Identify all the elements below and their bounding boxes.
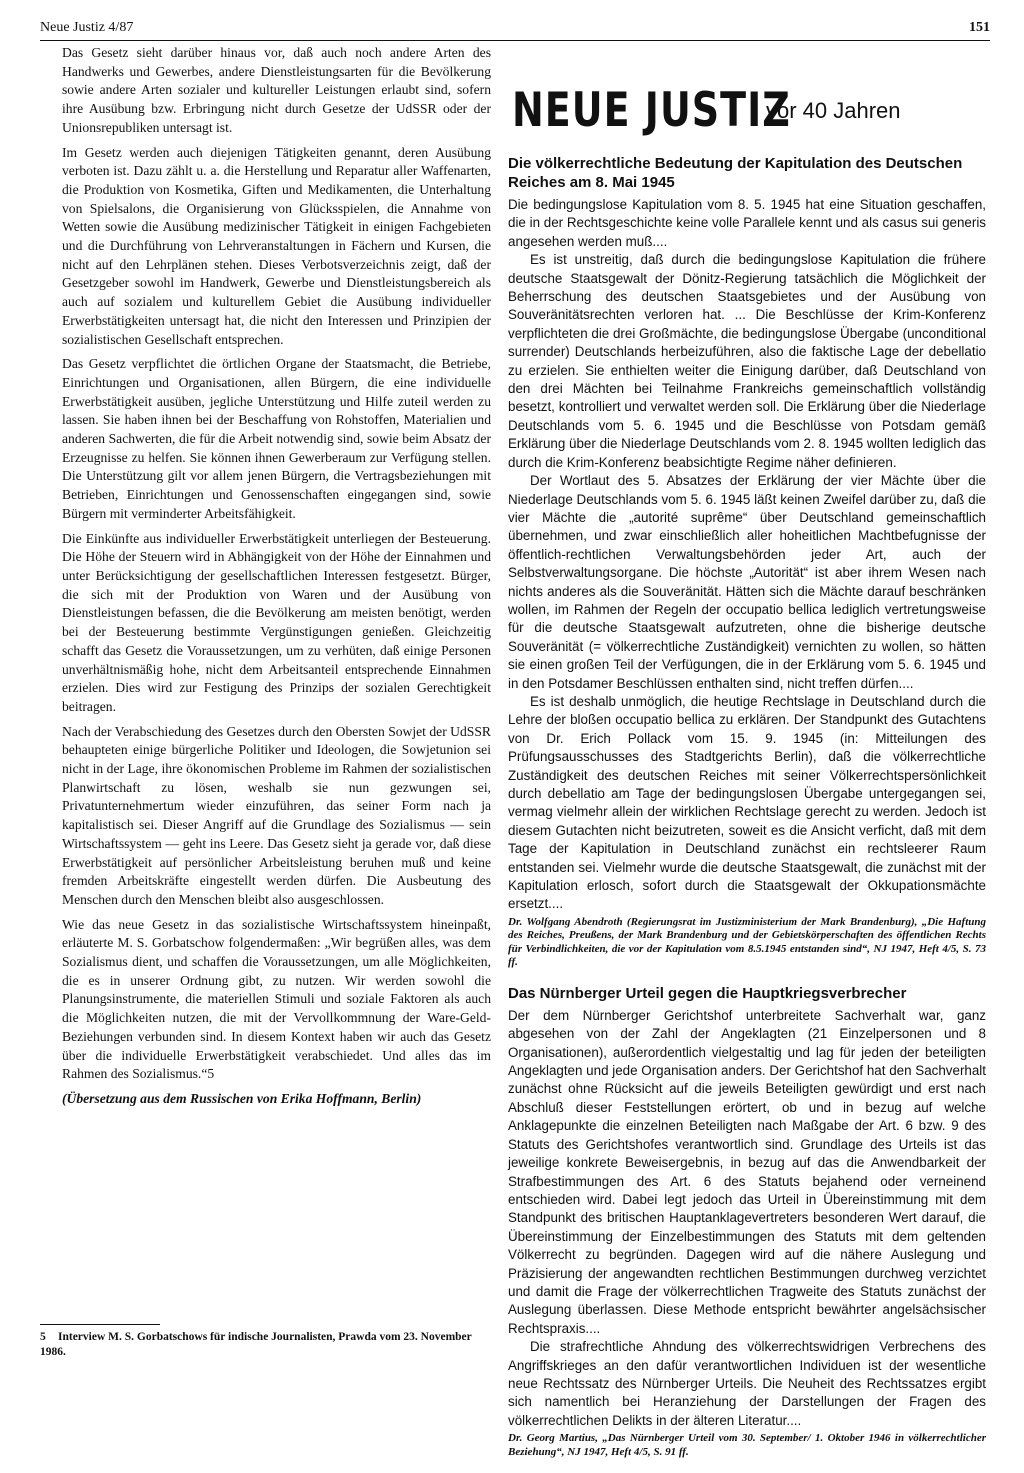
article-title: Das Nürnberger Urteil gegen die Hauptkriegsverbrecher xyxy=(508,984,907,1002)
header-rule xyxy=(40,40,990,41)
footnote-text: Interview M. S. Gorbatschows für indische Journalisten, Prawda vom 23. November 1986. xyxy=(40,1331,472,1358)
article-source: Dr. Georg Martius, „Das Nürnberger Urteil vom 30. September/ 1. Oktober 1946 in völkerrechtlicher Beziehung“, NJ 1947, Heft 4/5, S. 91 ff. xyxy=(508,1432,986,1458)
article-source: Dr. Wolfgang Abendroth (Regierungsrat im Justizministerium der Mark Brandenburg), „Die Haftung des Reiches, Preußens, der Mark Brandenburg und der Gebietskörperschaften des öffentlichen Rechts für Verbindlichkeiten, die vor der Kapitulation vom 8.5.1945 entstanden sind“, NJ 1947, Heft 4/5, S. 73 ff. xyxy=(508,915,986,969)
paragraph: Es ist deshalb unmöglich, die heutige Rechtslage in Deutschland durch die Lehre der bloßen occupatio bellica zu erklären. Der Standpunkt des Gutachtens von Dr. Erich Pollack vom 15. 9. 1945 (in: Mitteilungen des Prüfungsausschusses des Stadtgerichts Berlin), daß die völkerrechtliche Zuständigkeit des deutschen Reiches mit seiner Völkerrechtspersönlichkeit durch debellatio am Tage der bedingungslosen Übergabe untergegangen sei, vermag vielmehr allein der wirklichen Rechtslage gerecht zu werden. Jedoch ist diesem Gutachten nicht beizutreten, soweit es die Ansicht verficht, daß mit dem Tage der Kapitulation in Deutschland zunächst ein rechtsleerer Raum entstanden sei. Vielmehr wurde die deutsche Staatsgewalt, die zunächst mit der Kapitulation erlosch, sofort durch die Staatsgewalt der Okkupationsmächte ersetzt.... xyxy=(508,693,986,912)
masthead-logo: NEUE JUSTIZ xyxy=(512,82,791,137)
journal-issue: Neue Justiz 4/87 xyxy=(40,20,134,35)
article-title: Die völkerrechtliche Bedeutung der Kapitulation des Deutschen Reiches am 8. Mai 1945 xyxy=(508,155,963,191)
paragraph: Das Gesetz verpflichtet die örtlichen Organe der Staatsmacht, die Betriebe, Einrichtungen und Organisationen, allen Bürgern, die eine individuelle Erwerbstätigkeit ausüben, jegliche Unterstützung und Hilfe zuteil werden zu lassen. Sie haben ihnen bei der Beschaffung von Rohstoffen, Materialien und anderen Sachwerten, die für die Arbeit notwendig sind, sowie beim Absatz der Erzeugnisse zu helfen. Sie können ihnen Gewerberaum zur Verfügung stellen. Die Unterstützung gilt vor allem jenen Bürgern, die Vertragsbeziehungen mit Betrieben, Einrichtungen und Genossenschaften eingegangen sind, sowie Bürgern mit verminderter Arbeitsfähigkeit. xyxy=(62,356,491,521)
paragraph: Die bedingungslose Kapitulation vom 8. 5. 1945 hat eine Situation geschaffen, die in der Rechtsgeschichte keine volle Parallele kennt und als casus sui generis angesehen werden muß.... xyxy=(508,197,986,249)
paragraph: Der Wortlaut des 5. Absatzes der Erklärung der vier Mächte über die Niederlage Deutschlands vom 5. 6. 1945 läßt keinen Zweifel darüber zu, daß die vier Mächte die „autorité suprême“ über Deutschland gemeinschaftlich übernehmen, und zwar einschließlich aller hoheitlichen Machtbefugnisse der öffentlich-rechtlichen Verwaltungsbehörden jeder Art, auch der Selbstverwaltungsorgane. Die höchste „Autorität“ ist aber ihrem Wesen nach nichts anderes als die Souveränität. Hätten sich die Mächte darauf beschränken wollen, im Rahmen der Regeln der occupatio bellica lediglich vertretungsweise für die deutsche Staatsgewalt aufzutreten, ohne die bisherige deutsche Souveränität (= völkerrechtliche Zuständigkeit) vernichten zu wollen, so hätten sie einen großen Teil der Verfügungen, die in der Erklärung vom 5. 6. 1945 und in den Potsdamer Beschlüssen enthalten sind, nicht treffen dürfen.... xyxy=(508,473,986,691)
paragraph: Es ist unstreitig, daß durch die bedingungslose Kapitulation die frühere deutsche Staatsgewalt der Dönitz-Regierung tatsächlich die Möglichkeit der Beherrschung des deutschen Staatsgebietes und der Ausübung von Souveränitätsrechten verloren hat. ... Die Beschlüsse der Krim-Konferenz verpflichteten die drei Großmächte, die bedingungslose Übergabe (unconditional surrender) Deutschlands herbeizuführen, also die faktische Lage der debellatio zu erzielen. Sie enthielten weiter die Einigung darüber, daß Deutschland von den drei Mächten bei Teilnahme Frankreichs gemeinschaftlich vollständig besetzt, kontrolliert und verwaltet werden soll. Die Erklärung über die Niederlage Deutschlands vom 5. 6. 1945 und die Beschlüsse von Potsdam gemäß Erklärung über die Niederlage Deutschlands vom 2. 8. 1945 wollten lediglich das durch die Krim-Konferenz beabsichtigte Regime näher definieren. xyxy=(508,252,986,470)
paragraph: Die Einkünfte aus individueller Erwerbstätigkeit unterliegen der Besteuerung. Die Höhe der Steuern wird in Abhängigkeit von der Höhe der Einnahmen und unter Berücksichtigung der gesellschaftlichen Interessen festgesetzt. Bürger, die sich mit der Produktion von Waren und der Ausübung von Dienstleistungen befassen, die die Bevölkerung am meisten benötigt, werden bei der Besteuerung bestimmte Vergünstigungen genießen. Gleichzeitig schafft das Gesetz die Voraussetzungen, um zu verhüten, daß einige Personen unverhältnismäßig hohe, nicht dem Arbeitsanteil entsprechende Einnahmen erzielen. Dies wird zur Festigung des Prinzips der sozialen Gerechtigkeit beitragen. xyxy=(62,530,491,714)
masthead-subtitle: vor 40 Jahren xyxy=(766,98,901,123)
left-column xyxy=(62,44,491,1115)
translation-credit: (Übersetzung aus dem Russischen von Erika Hoffmann, Berlin) xyxy=(62,1090,422,1106)
paragraph: Nach der Verabschiedung des Gesetzes durch den Obersten Sowjet der UdSSR behaupteten einige bürgerliche Politiker und Ideologen, die Sowjetunion sei nicht in der Lage, ihre ökonomischen Probleme im Rahmen der sozialistischen Planwirtschaft zu lösen, weshalb sie nun gezwungen sei, Privatunternehmertum wieder einzuführen, das seiner Form nach ja kapitalistisch sei. Dieser Angriff auf die Grundlage des Sozialismus — sein Wirtschaftssystem — geht ins Leere. Das Gesetz sieht ja gerade vor, daß diese Erwerbstätigkeit auf persönlicher Arbeitsleistung beruhen muß und keine fremden Arbeitskräfte eingestellt werden dürfen. Die Ausbeutung des Menschen durch den Menschen bleibt also ausgeschlossen. xyxy=(62,723,491,907)
masthead xyxy=(508,44,986,154)
page-number: 151 xyxy=(969,20,990,35)
footnote xyxy=(40,1330,490,1360)
footnote-mark: 5 xyxy=(40,1331,46,1343)
footnote-rule xyxy=(40,1324,160,1325)
paragraph: Das Gesetz sieht darüber hinaus vor, daß auch noch andere Arten des Handwerks und Gewerbes, andere Dienstleistungsarten für die Bevölkerung sowie andere Arten sozialer und kultureller Leistungen erlaubt sind, sofern ihre Ausübung bzw. Erbringung nicht durch Gesetze der UdSSR oder der Unionsrepubliken untersagt ist. xyxy=(62,45,491,135)
paragraph: Der dem Nürnberger Gerichtshof unterbreitete Sachverhalt war, ganz abgesehen von der Zahl der Angeklagten (21 Einzelpersonen und 8 Organisationen), außerordentlich vielgestaltig und lag für jeden der beteiligten Angeklagten und jede Organisation anders. Der Gerichtshof hat den Sachverhalt zunächst ohne Rücksicht auf die jeweils Beteiligten gewürdigt und erst nach Abschluß dieser Feststellungen erörtert, ob und in bezug auf welche Anklagepunkte die einzelnen Beteiligten nach Maßgabe der Art. 6 bzw. 9 des Statuts des Gerichtshofes verantwortlich sind. Grundlage des Urteils ist das jeweilige konkrete Beweisergebnis, in bezug auf das die Anwendbarkeit der Strafbestimmungen des Art. 6 des Statuts bejahend oder verneinend entschieden wird. Dabei legt jedoch das Urteil in Übereinstimmung mit dem Standpunkt des britischen Hauptanklagevertreters besonderen Wert darauf, die Übereinstimmung der Einzelbestimmungen des Statuts mit dem geltenden Völkerrecht zu begründen. Dagegen wird auf die nähere Auslegung und Präzisierung der angewandten rechtlichen Bestimmungen durchweg verzichtet und damit die Frage der völkerrechtlichen Tragweite des Statuts zunächst der Auslegung überlassen. Diese Methode entspricht bewährter angelsächsischer Rechtspraxis.... xyxy=(508,1007,986,1336)
paragraph: Die strafrechtliche Ahndung des völkerrechtswidrigen Verbrechens des Angriffskrieges an den dafür verantwortlichen Individuen ist der wesentliche neue Rechtssatz des Nürnberger Urteils. Die Neuheit des Rechtssatzes ergibt sich namentlich bei Heranziehung der Darstellungen der Fragen des völkerrechtlichen Delikts in der älteren Literatur.... xyxy=(508,1339,986,1428)
paragraph: Wie das neue Gesetz in das sozialistische Wirtschaftssystem hineinpaßt, erläuterte M. S. Gorbatschow folgendermaßen: „Wir begrüßen alles, was dem Sozialismus dient, und schaffen die Voraussetzungen, um alle Möglichkeiten, die es in unserer Ordnung gibt, zu nutzen. Wir werden sowohl die Planungsinstrumente, die materiellen Stimuli und soziale Faktoren als auch die Möglichkeiten nutzen, die mit der Vervollkommnung der Ware-Geld-Beziehungen verbunden sind. In diesem Kontext haben wir auch das Gesetz über die individuelle Erwerbstätigkeit verabschiedet. Und alles das im Rahmen des Sozialismus.“5 xyxy=(62,916,491,1082)
paragraph: Im Gesetz werden auch diejenigen Tätigkeiten genannt, deren Ausübung verboten ist. Dazu zählt u. a. die Herstellung und Reparatur aller Waffenarten, die Produktion von Kosmetika, Giften und Medikamenten, die Unterhaltung von Spielsalons, die Organisierung von Glücksspielen, die Annahme von Wetten sowie die Ausübung medizinischer Tätigkeit in einigen Fachgebieten und die Durchführung von Lehrveranstaltungen in Fächern und Kursen, die nicht auf den Lehrplänen stehen. Dieses Verbotsverzeichnis zeigt, daß der Gesetzgeber sowohl im Handwerk, Gewerbe und Dienstleistungsbereich als auch auf sozialem und kulturellem Gebiet die Ausübung individueller Erwerbstätigkeiten untersagt hat, die nicht den Interessen und Prinzipien der sozialistischen Gesellschaft entsprechen. xyxy=(62,144,491,347)
right-column xyxy=(508,44,986,1473)
